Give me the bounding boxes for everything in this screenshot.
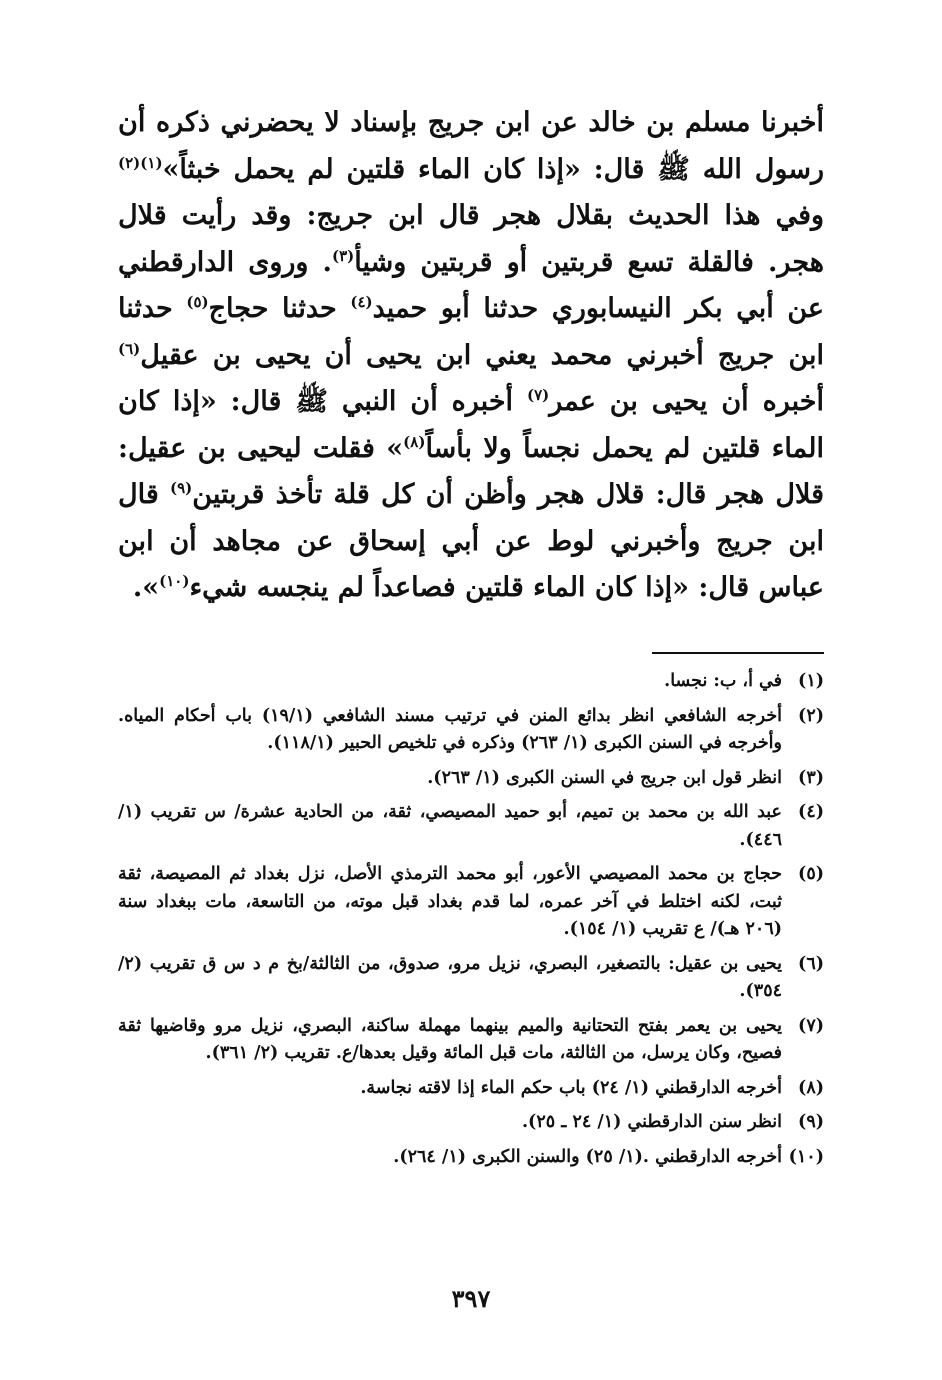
footnote-text: أخرجه الدارقطني .(١/ ٢٥) والسنن الكبرى (١/ ٢٦٤). — [393, 1146, 782, 1167]
footnote-number: (١) — [798, 671, 824, 691]
page-number: ٣٩٧ — [451, 1284, 491, 1313]
footnote-text: انظر قول ابن جريج في السنن الكبرى (١/ ٢٦٣). — [427, 767, 782, 788]
footnote-text: يحيى بن عقيل: بالتصغير، البصري، نزيل مرو، صدوق، من الثالثة/بخ م د س ق تقريب (٢/ ٣٥٤). — [118, 953, 782, 1001]
footnote-number: (٣) — [798, 767, 824, 788]
footnote-number: (٦) — [798, 953, 824, 974]
main-text-line: عن مجاهد أن ابن عباس قال: «إذا كان الماء قلتين فصاعداً لم ينجسه — [118, 525, 824, 603]
footnote-text: في أ، ب: نجسا. — [664, 671, 782, 691]
footnote-number: (٨) — [798, 1077, 824, 1098]
footnote-4 — [118, 799, 824, 854]
footnote-number: (٤) — [798, 802, 824, 822]
footnote-3 — [118, 765, 824, 793]
main-text — [118, 100, 824, 612]
main-text-line: النيسابوري حدثنا أبو حميد$^{(٤)}$ حدثنا حجاج$^{(٥)}$ حدثنا ابن جريج أخبرني — [118, 293, 825, 371]
main-text-line: أخبرنا مسلم بن خالد عن ابن جريج بإسناد لا يحضرني ذكره أن — [118, 107, 824, 138]
main-text-line: أخبره أن النبي ﷺ قال: «إذا كان الماء قلتين لم يحمل نجساً ولا — [118, 386, 824, 464]
footnote-text: انظر سنن الدارقطني (١/ ٢٤ ـ ٢٥). — [521, 1112, 782, 1132]
footnote-text: أخرجه الدارقطني (١/ ٢٤) باب حكم الماء إذا لاقته نجاسة. — [360, 1077, 782, 1098]
main-text-line: هذا الحديث بقلال هجر قال ابن جريج: وقد رأيت قلال هجر. فالقلة — [118, 200, 824, 278]
footnote-text: يحيى بن يعمر بفتح التحتانية والميم بينهما مهملة ساكنة، البصري، نزيل مرو وقاضيها ثقة فصيح، وكان يرسل، من الثالثة، مات قبل المائة وقيل بعدها/ع. تقريب (٢/ ٣٦١). — [118, 1015, 782, 1063]
footnote-number: (٢) — [798, 705, 824, 726]
footnote-text: حجاج بن محمد المصيصي الأعور، أبو محمد الترمذي الأصل، نزل بغداد ثم المصيصة، ثقة ثبت، لكنه اختلط في آخر عمره، لما قدم بغداد قبل موته، من التاسعة، مات ببغداد سنة (٢٠٦ هـ)/ ع تقريب (١/ ١٥٤). — [118, 864, 782, 939]
footnote-1 — [118, 668, 824, 696]
footnote-6 — [118, 951, 824, 1006]
footnote-text: عبد الله بن محمد بن تميم، أبو حميد المصيصي، ثقة، من الحادية عشرة/ س تقريب (١/ ٤٤٦). — [118, 802, 782, 850]
main-text-line: شيء$^{(١٠)}$». — [132, 572, 248, 603]
footnote-8 — [118, 1075, 824, 1103]
footnote-9 — [118, 1109, 824, 1137]
main-text-line: كل قلة تأخذ قربتين$^{(٩)}$ قال ابن جريج وأخبرني لوط عن أبي إسحاق — [118, 479, 824, 557]
main-text-line: بأساً$^{(٨)}$» فقلت ليحيى بن عقيل: قلال هجر قال: قلال هجر وأظن أن — [118, 432, 824, 510]
footnote-number: (٥) — [798, 864, 824, 884]
main-text-line: رسول الله ﷺ قال: «إذا كان الماء قلتين لم يحمل خبثاً»$^{(١)(٢)}$ وفي — [118, 153, 825, 231]
footnote-number: (١٠) — [788, 1146, 824, 1167]
footnote-10 — [118, 1144, 824, 1172]
footnote-number: (٧) — [798, 1015, 824, 1036]
footnote-7 — [118, 1013, 824, 1068]
footnotes-list — [118, 668, 824, 1178]
footnote-2 — [118, 703, 824, 758]
footnote-separator — [652, 652, 824, 654]
main-text-line: محمد يعني ابن يحيى أن يحيى بن عقيل$^{(٦)}$ أخبره أن يحيى بن عمر$^{(٧)}$ — [118, 339, 824, 417]
footnote-number: (٩) — [798, 1112, 824, 1132]
main-text-line: تسع قربتين أو قربتين وشيأ$^{(٣)}$. وروى الدارقطني عن أبي بكر — [118, 246, 825, 324]
footnote-5 — [118, 861, 824, 944]
footnote-text: أخرجه الشافعي انظر بدائع المنن في ترتيب مسند الشافعي (١٩/١) باب أحكام المياه. وأخرجه في السنن الكبرى (١/ ٢٦٣) وذكره في تلخيص الحبير (١١٨/١). — [118, 705, 782, 753]
